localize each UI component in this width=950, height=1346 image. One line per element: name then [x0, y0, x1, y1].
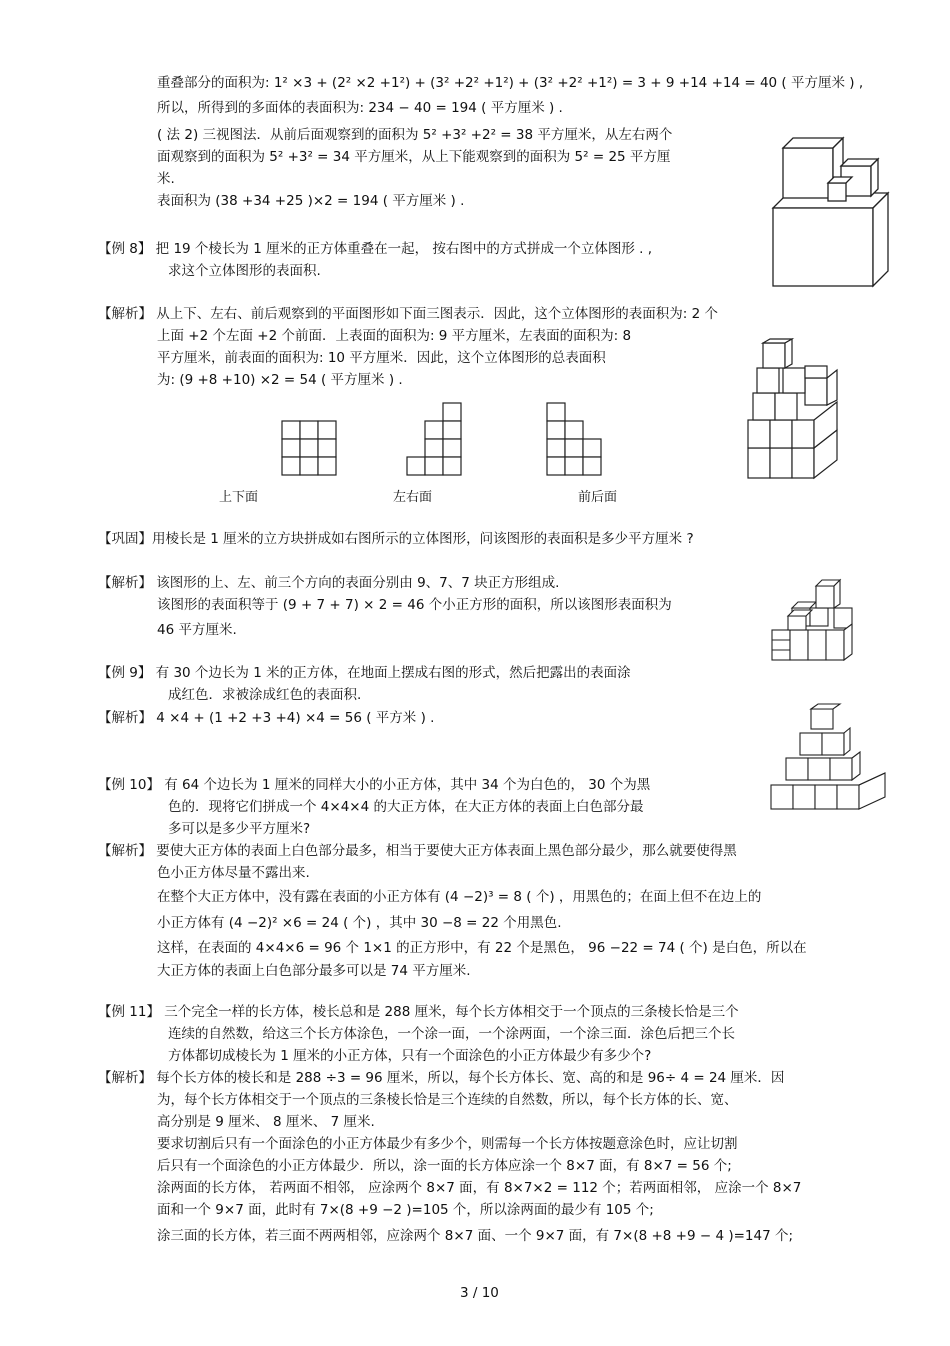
text-line: 这样，在表面的 4×4×6 = 96 个 1×1 的正方形中，有 22 个是黑色， 96 −22 = 74 ( 个) 是白色，所以在 — [157, 940, 807, 956]
text-line: 面观察到的面积为 5² +3² = 34 平方厘米，从上下能观察到的面积为 5² = 25 平方厘 — [157, 149, 671, 165]
text-line: 后只有一个面涂色的小正方体最少．所以，涂一面的长方体应涂一个 8×7 面，有 8×7 = 56 个; — [157, 1158, 732, 1174]
top-bottom-view — [282, 421, 338, 477]
text-line: 面和一个 9×7 面，此时有 7×(8 +9 −2 )=105 个，所以涂两面的最少有 105 个; — [157, 1202, 654, 1218]
analysis-heading: 【解析】 该图形的上、左、前三个方向的表面分别由 9、7、7 块正方形组成. — [98, 575, 560, 591]
text-line: 为: (9 +8 +10) ×2 = 54 ( 平方厘米 ) . — [157, 372, 403, 388]
text-line: 要求切割后只有一个面涂色的小正方体最少有多少个，则需每一个长方体按题意涂色时，应让切割 — [157, 1136, 738, 1152]
stacked-cubes-figure — [768, 128, 893, 288]
text-line: 为，每个长方体相交于一个顶点的三条棱长恰是三个连续的自然数，所以，每个长方体的长、宽、 — [157, 1092, 738, 1108]
pyramid-cubes-figure — [768, 703, 888, 813]
example-8-heading: 【例 8】 把 19 个棱长为 1 厘米的正方体重叠在一起， 按右图中的方式拼成一个立体图形 . , — [98, 241, 653, 257]
caption-left-right: 左右面 — [393, 490, 433, 505]
example-9-heading: 【例 9】 有 30 个边长为 1 米的正方体，在地面上摆成右图的形式，然后把露出的表面涂 — [98, 665, 631, 681]
analysis-heading: 【解析】 从上下、左右、前后观察到的平面图形如下面三图表示．因此，这个立体图形的表面积为: 2 个 — [98, 306, 719, 322]
text-line: 色小正方体尽量不露出来. — [157, 865, 310, 881]
text-line: 方体都切成棱长为 1 厘米的小正方体，只有一个面涂色的小正方体最少有多少个? — [168, 1048, 652, 1064]
example-11-heading: 【例 11】 三个完全一样的长方体，棱长总和是 288 厘米，每个长方体相交于一个顶点的三条棱长恰是三个 — [98, 1004, 739, 1020]
text-line: 米. — [157, 171, 175, 187]
caption-front-back: 前后面 — [578, 490, 618, 505]
text-line: 色的．现将它们拼成一个 4×4×4 的大正方体，在大正方体的表面上白色部分最 — [168, 799, 644, 815]
caption-top-bottom: 上下面 — [219, 490, 259, 505]
text-line: 连续的自然数，给这三个长方体涂色，一个涂一面，一个涂两面，一个涂三面．涂色后把三个长 — [168, 1026, 735, 1042]
text-line: 该图形的表面积等于 (9 + 7 + 7) × 2 = 46 个小正方形的面积，所以该图形表面积为 — [157, 597, 672, 613]
left-right-view — [403, 403, 465, 478]
text-line: 重叠部分的面积为: 1² ×3 + (2² ×2 +1²) + (3² +2² +1²) + (3² +2² +1²) = 3 + 9 +14 +14 = 40 ( 平方厘米 ) , — [157, 75, 864, 91]
text-line: 平方厘米，前表面的面积为: 10 平方厘米．因此，这个立体图形的总表面积 — [157, 350, 606, 366]
example-10-heading: 【例 10】 有 64 个边长为 1 厘米的同样大小的小正方体，其中 34 个为白色的， 30 个为黑 — [98, 777, 651, 793]
text-line: 小正方体有 (4 −2)² ×6 = 24 ( 个) ，其中 30 −8 = 22 个用黑色. — [157, 915, 562, 931]
text-line: 涂三面的长方体，若三面不两两相邻，应涂两个 8×7 面、一个 9×7 面，有 7×(8 +8 +9 − 4 )=147 个; — [157, 1228, 794, 1244]
text-line: 高分别是 9 厘米、 8 厘米、 7 厘米. — [157, 1114, 375, 1130]
staircase-cubes-figure — [745, 338, 845, 483]
text-line: 成红色．求被涂成红色的表面积. — [168, 687, 362, 703]
text-line: 大正方体的表面上白色部分最多可以是 74 平方厘米. — [157, 963, 471, 979]
text-line: 在整个大正方体中，没有露在表面的小正方体有 (4 −2)³ = 8 ( 个) ，用黑色的；在面上但不在边上的 — [157, 889, 762, 905]
analysis-heading: 【解析】 4 ×4 + (1 +2 +3 +4) ×4 = 56 ( 平方米 ) . — [98, 710, 435, 726]
text-line: ( 法 2) 三视图法．从前后面观察到的面积为 5² +3² +2² = 38 平方厘米，从左右两个 — [157, 127, 673, 143]
consolidation-cubes-figure — [768, 578, 858, 666]
text-line: 涂两面的长方体， 若两面不相邻， 应涂两个 8×7 面，有 8×7×2 = 112 个；若两面相邻， 应涂一个 8×7 — [157, 1180, 802, 1196]
consolidation-heading: 【巩固】用棱长是 1 厘米的立方块拼成如右图所示的立体图形，问该图形的表面积是多少平方厘米 ? — [98, 531, 694, 547]
text-line: 所以，所得到的多面体的表面积为: 234 − 40 = 194 ( 平方厘米 ) . — [157, 100, 563, 116]
text-line: 求这个立体图形的表面积. — [168, 263, 321, 279]
text-line: 表面积为 (38 +34 +25 )×2 = 194 ( 平方厘米 ) . — [157, 193, 465, 209]
front-back-view — [545, 403, 607, 478]
text-line: 多可以是多少平方厘米? — [168, 821, 311, 837]
text-line: 上面 +2 个左面 +2 个前面．上表面的面积为: 9 平方厘米，左表面的面积为: 8 — [157, 328, 632, 344]
text-line: 46 平方厘米. — [157, 622, 237, 638]
page-number: 3 / 10 — [460, 1285, 499, 1301]
analysis-heading: 【解析】 要使大正方体的表面上白色部分最多，相当于要使大正方体表面上黑色部分最少，那么就要使得黑 — [98, 843, 737, 859]
analysis-heading: 【解析】 每个长方体的棱长和是 288 ÷3 = 96 厘米，所以，每个长方体长、宽、高的和是 96÷ 4 = 24 厘米．因 — [98, 1070, 785, 1086]
